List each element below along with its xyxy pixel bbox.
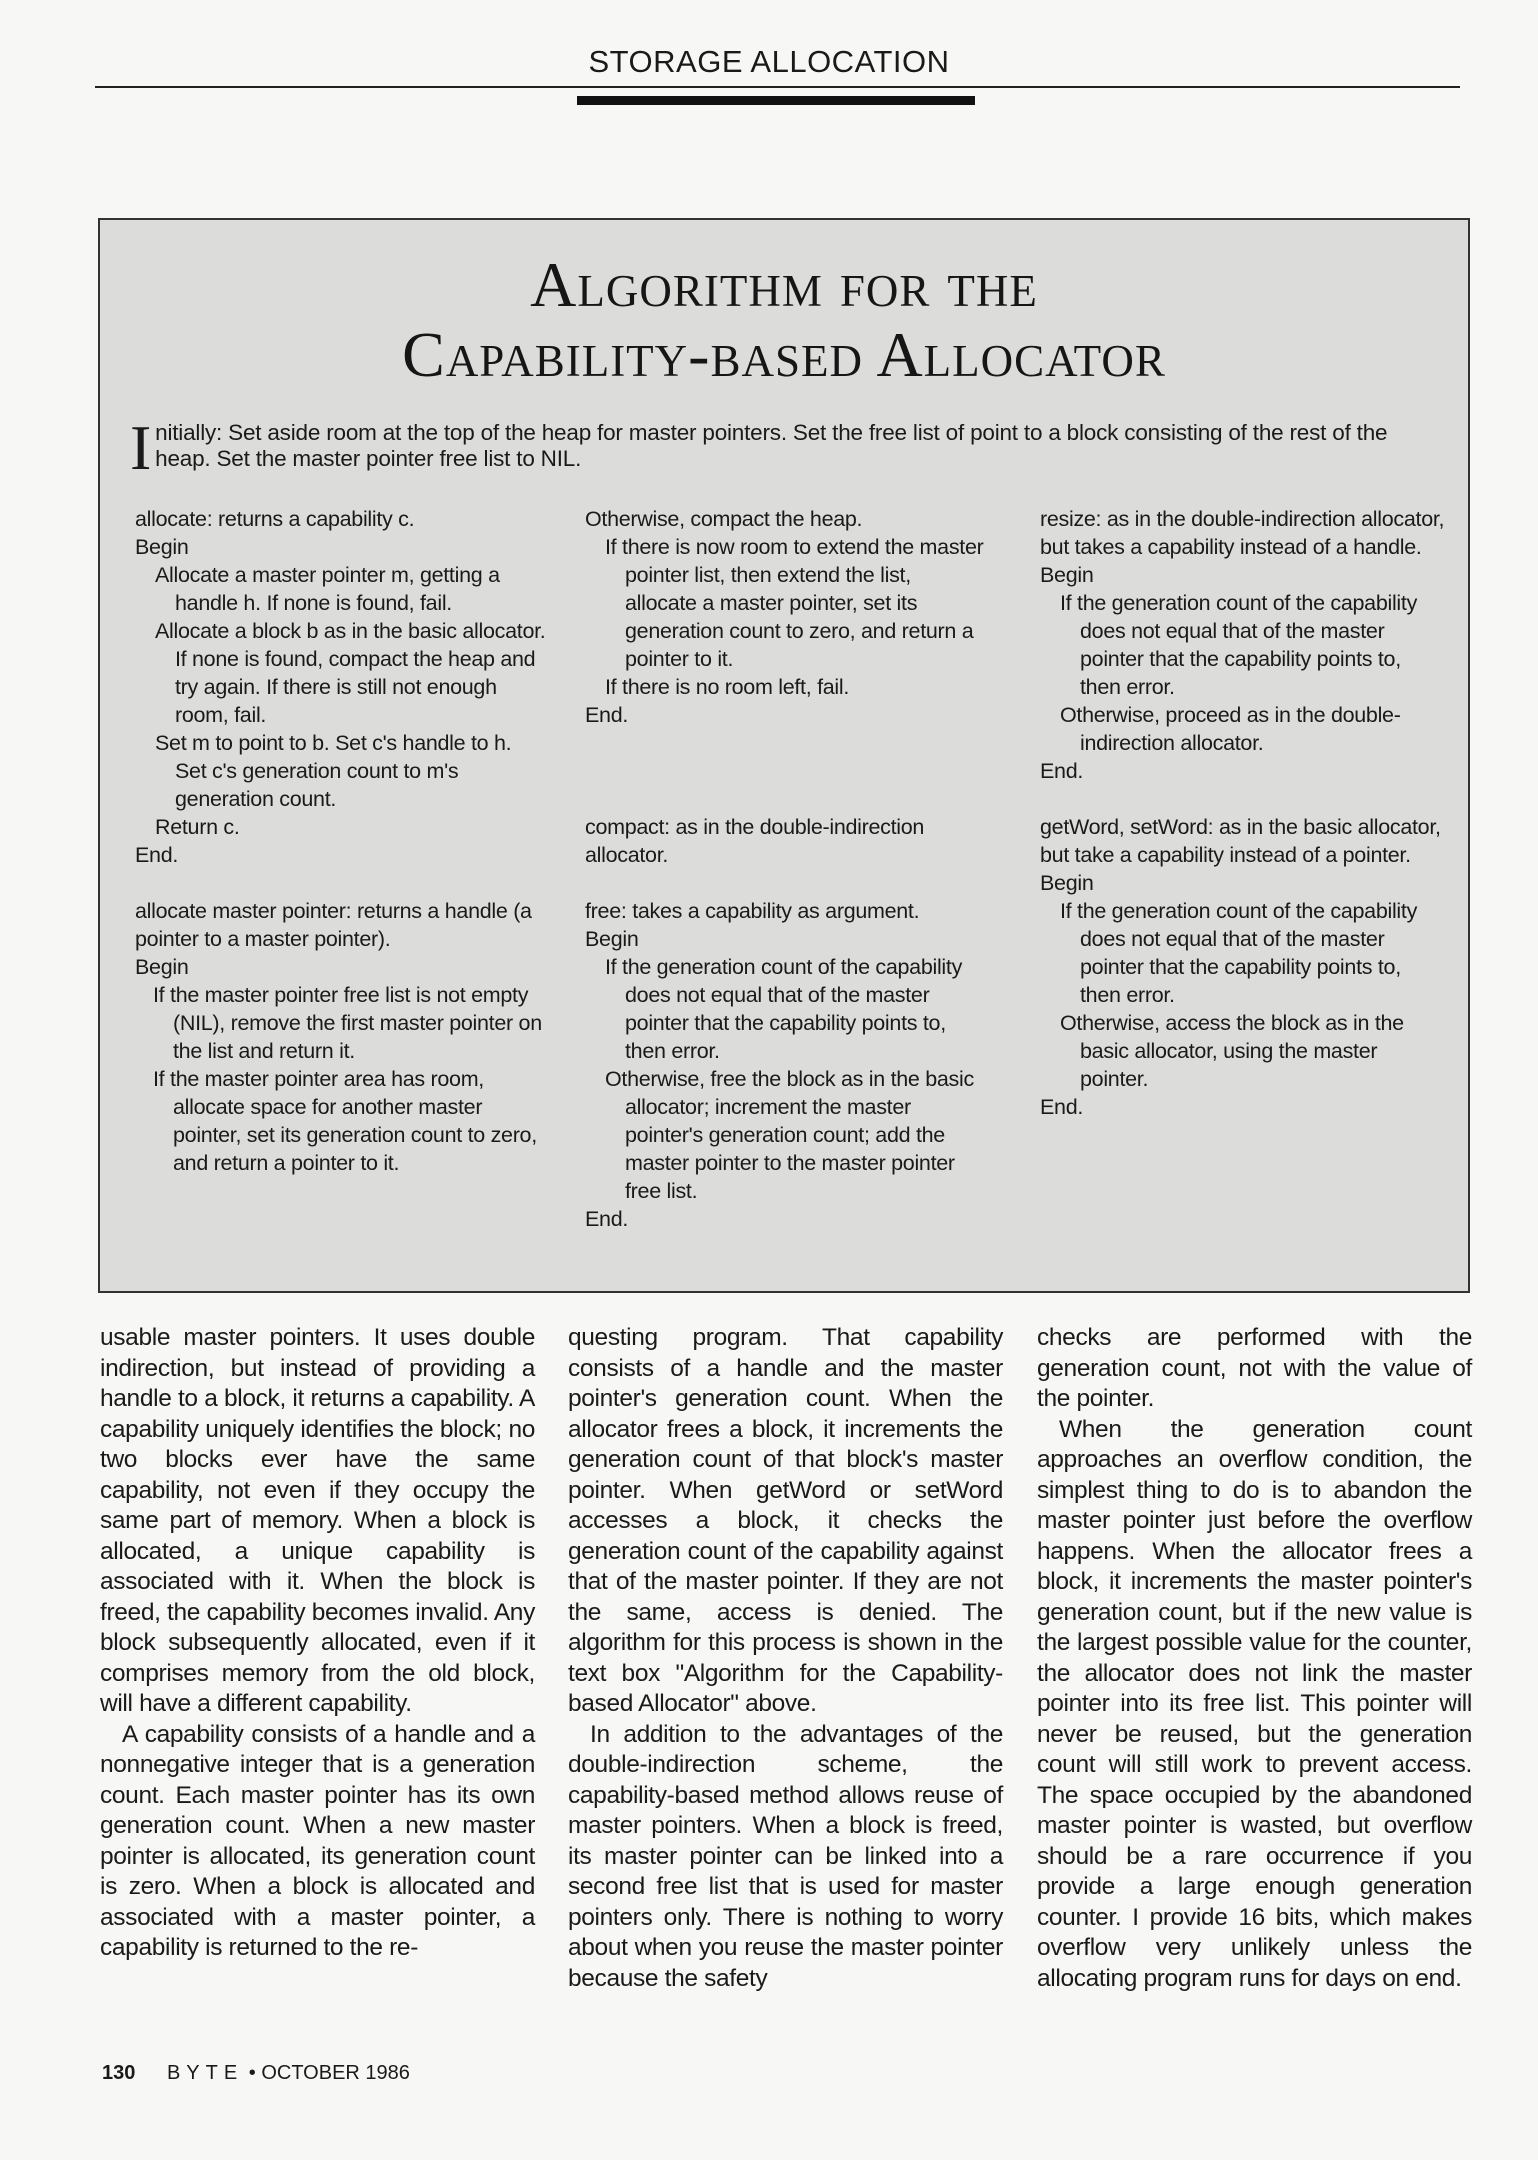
footer-separator: •	[248, 2062, 256, 2084]
pseudo-line: allocate: returns a capability c.	[135, 507, 415, 531]
pseudo-line: If there is no room left, fail.	[605, 675, 850, 699]
pseudo-line: Set m to point to b. Set c's handle to h. Set c's generation count to m's generation count.	[155, 731, 512, 811]
body-column-1	[100, 1323, 535, 1964]
pseudo-line: End.	[1040, 1095, 1084, 1119]
issue-date: OCTOBER 1986	[261, 2062, 410, 2084]
pseudo-line: Begin	[585, 927, 639, 951]
pseudo-line: Allocate a block b as in the basic allocator. If none is found, compact the heap and try again. If there is still not enough room, fail.	[155, 619, 546, 727]
box-title	[100, 250, 1468, 390]
box-column-1	[135, 505, 547, 1177]
pseudo-line: compact: as in the double-indirection allocator.	[585, 815, 925, 867]
page-footer	[102, 2062, 410, 2085]
pseudo-line: If the master pointer free list is not empty (NIL), remove the first master pointer on the list and return it.	[153, 983, 542, 1063]
pseudo-line: End.	[585, 703, 629, 727]
body-paragraph: In addition to the advantages of the double-indirection scheme, the capability-based method allows reuse of master pointers. When a block is freed, its master pointer can be linked into a second free list that is used for master pointers only. There is nothing to worry about when you reuse the master pointer because the safety	[568, 1720, 1003, 1992]
pseudo-line: Otherwise, free the block as in the basic allocator; increment the master pointer's generation count; add the master pointer to the master pointer free list.	[605, 1067, 974, 1203]
body-paragraph: usable master pointers. It uses double indirection, but instead of providing a handle to a block, it returns a capability. A capability uniquely identifies the block; no two blocks ever have the same capability, not even if they occupy the same part of memory. When a block is allocated, a unique capability is associated with it. When the block is freed, the capability becomes invalid. Any block subsequently allocated, even if it comprises memory from the old block, will have a different capability.	[100, 1324, 535, 1717]
box-column-2	[585, 505, 985, 1233]
pseudo-line: Otherwise, proceed as in the double-indirection allocator.	[1060, 703, 1401, 755]
body-column-3	[1037, 1323, 1472, 1994]
body-column-2	[568, 1323, 1003, 1994]
pseudo-line: Otherwise, compact the heap.	[585, 507, 863, 531]
pseudo-line: Begin	[135, 955, 189, 979]
magazine-name: BYTE	[166, 2062, 244, 2084]
pseudo-line: End.	[135, 843, 179, 867]
body-paragraph: checks are performed with the generation count, not with the value of the pointer.	[1037, 1324, 1472, 1412]
pseudo-line: If the generation count of the capability does not equal that of the master pointer that the capability points to, then error.	[605, 955, 963, 1063]
drop-cap: I	[130, 412, 152, 483]
pseudo-line: If there is now room to extend the master pointer list, then extend the list, allocate a master pointer, set its generation count to zero, and return a pointer to it.	[605, 535, 984, 671]
pseudo-line: If the generation count of the capability does not equal that of the master pointer that the capability points to, then error.	[1060, 591, 1418, 699]
pseudo-line: Return c.	[155, 815, 240, 839]
box-column-3	[1040, 505, 1445, 1121]
box-title-line1: Algorithm for the	[530, 249, 1038, 320]
body-paragraph: questing program. That capability consists of a handle and the master pointer's generation count. When the allocator frees a block, it increments the generation count of that block's master pointer. When getWord or setWord accesses a block, it checks the generation count of the capability against that of the master pointer. If they are not the same, access is denied. The algorithm for this process is shown in the text box "Algorithm for the Capability-based Allocator" above.	[568, 1324, 1003, 1717]
header-bar	[577, 96, 975, 105]
page-number: 130	[102, 2062, 136, 2084]
pseudo-line: allocate master pointer: returns a handle (a pointer to a master pointer).	[135, 899, 532, 951]
box-intro	[130, 412, 1420, 483]
pseudo-line: End.	[585, 1207, 629, 1231]
pseudo-line: Begin	[1040, 563, 1094, 587]
pseudo-line: End.	[1040, 759, 1084, 783]
pseudo-line: resize: as in the double-indirection allocator, but takes a capability instead of a handle.	[1040, 507, 1445, 559]
box-title-line2: Capability-based Allocator	[402, 319, 1166, 390]
pseudo-line: Begin	[1040, 871, 1094, 895]
intro-text: nitially: Set aside room at the top of the heap for master pointers. Set the free list of point to a block consisting of the rest of the heap. Set the master pointer free list to NIL.	[155, 420, 1388, 471]
pseudo-line: Allocate a master pointer m, getting a handle h. If none is found, fail.	[155, 563, 500, 615]
body-paragraph: A capability consists of a handle and a nonnegative integer that is a generation count. Each master pointer has its own generation count. When a new master pointer is allocated, its generation count is zero. When a block is allocated and associated with a master pointer, a capability is returned to the re-	[100, 1720, 535, 1961]
pseudo-line: Otherwise, access the block as in the basic allocator, using the master pointer.	[1060, 1011, 1404, 1091]
running-head: STORAGE ALLOCATION	[588, 44, 950, 79]
pseudo-line: free: takes a capability as argument.	[585, 899, 920, 923]
pseudo-line: If the generation count of the capability does not equal that of the master pointer that the capability points to, then error.	[1060, 899, 1418, 1007]
pseudo-line: If the master pointer area has room, allocate space for another master pointer, set its generation count to zero, and return a pointer to it.	[153, 1067, 537, 1175]
algorithm-sidebar-box	[98, 218, 1470, 1293]
body-paragraph: When the generation count approaches an overflow condition, the simplest thing to do is to abandon the master pointer just before the overflow happens. When the allocator frees a block, it increments the master pointer's generation count, but if the new value is the largest possible value for the counter, the allocator does not link the master pointer into its free list. This pointer will never be reused, but the generation count will still work to prevent access. The space occupied by the abandoned master pointer is wasted, but overflow should be a rare occurrence if you provide a large enough generation counter. I provide 16 bits, which makes overflow very unlikely unless the allocating program runs for days on end.	[1037, 1415, 1472, 1992]
header-rule	[95, 86, 1460, 88]
pseudo-line: Begin	[135, 535, 189, 559]
pseudo-line: getWord, setWord: as in the basic allocator, but take a capability instead of a pointer.	[1040, 815, 1441, 867]
